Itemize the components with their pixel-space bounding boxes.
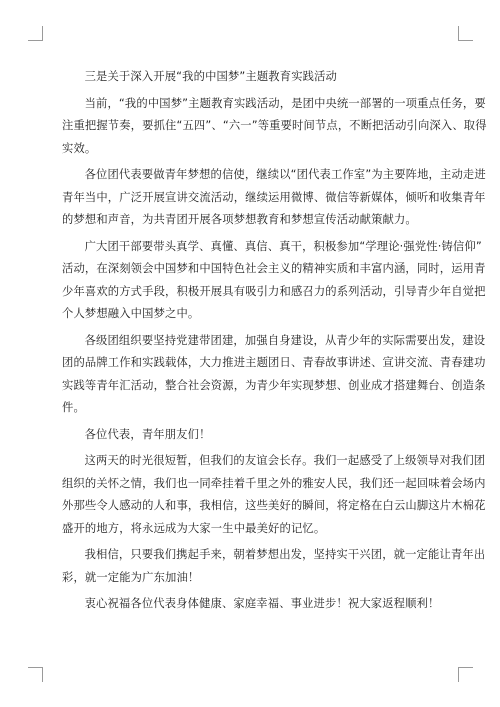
paragraph-line: 件。: [62, 401, 85, 414]
paragraph-line: 青年当中，广泛开展宣讲交流活动，继续运用微博、微信等新媒体，倾听和收集青年: [62, 190, 486, 204]
paragraph-line: 少年喜欢的方式手段，积极开展具有吸引力和感召力的系列活动，引导青少年自觉把: [62, 284, 486, 298]
paragraph: [62, 424, 438, 447]
paragraph-line: 盛开的地方，将永远成为大家一生中最美好的记忆。: [62, 521, 326, 535]
paragraph: [62, 164, 486, 232]
paragraph-line: 彩，就一定能为广东加油！: [62, 570, 200, 584]
paragraph-line: 这两天的时光很短暂，但我们的友谊会长存。我们一起感受了上级领导对我们团: [84, 454, 486, 467]
paragraph-line: 活动，在深刻领会中国梦和中国特色社会主义的精神实质和丰富内涵，同时，运用青: [62, 262, 486, 275]
paragraph: [62, 236, 486, 326]
paragraph: [62, 330, 486, 420]
paragraph: [62, 93, 487, 161]
paragraph-list: [62, 93, 487, 616]
section-heading: 三是关于深入开展“我的中国梦”主题教育实践活动: [84, 70, 337, 83]
paragraph-line: 各位团代表要做青年梦想的信使，继续以“团代表工作室”为主要阵地，主动走进: [84, 168, 486, 181]
paragraph-line: 当前，“我的中国梦”主题教育实践活动，是团中央统一部署的一项重点任务，要: [84, 96, 486, 110]
paragraph-line: 注重把握节奏，要抓住“五四”、“六一”等重要时间节点，不断把活动引向深入、取得: [62, 119, 487, 132]
document-body: [62, 66, 487, 620]
bottom-right-crop-mark: [458, 667, 473, 682]
top-right-crop-mark: [458, 26, 473, 41]
paragraph-line: 实效。: [62, 141, 97, 155]
bottom-left-crop-mark: [28, 667, 43, 682]
paragraph: [62, 544, 486, 589]
paragraph-line: 组织的关怀之情，我们也一同牵挂着千里之外的雅安人民，我们还一起回味着会场内: [62, 476, 486, 490]
paragraph-line: 各位代表，青年朋友们！: [84, 427, 211, 441]
paragraph-line: 团的品牌工作和实践载体，大力推进主题团日、青春故事讲述、宣讲交流、青春建功: [62, 356, 486, 369]
paragraph-line: 个人梦想融入中国梦之中。: [62, 307, 200, 320]
paragraph-line: 我相信，只要我们携起手来，朝着梦想出发，坚持实干兴团，就一定能让青年出: [84, 548, 486, 561]
paragraph: [62, 450, 486, 540]
paragraph-line: 外那些令人感动的人和事，我相信，这些美好的瞬间，将定格在白云山脚这片木棉花: [62, 499, 486, 512]
paragraph-line: 实践等青年汇活动，整合社会资源，为青少年实现梦想、创业成才搭建舞台、创造条: [62, 378, 486, 392]
paragraph-line: 的梦想和声音，为共青团开展各项梦想教育和梦想宣传活动献策献力。: [62, 213, 417, 226]
paragraph-line: 衷心祝福各位代表身体健康、家庭幸福、事业进步！祝大家返程顺利！: [84, 597, 440, 610]
paragraph-line: 各级团组织要坚持党建带团建，加强自身建设，从青少年的实际需要出发，建设: [84, 333, 486, 347]
paragraph: [62, 593, 438, 616]
top-left-crop-mark: [28, 26, 43, 41]
paragraph-line: 广大团干部要带头真学、真懂、真信、真干，积极参加“学理论·强党性·铸信仰”: [84, 239, 482, 253]
